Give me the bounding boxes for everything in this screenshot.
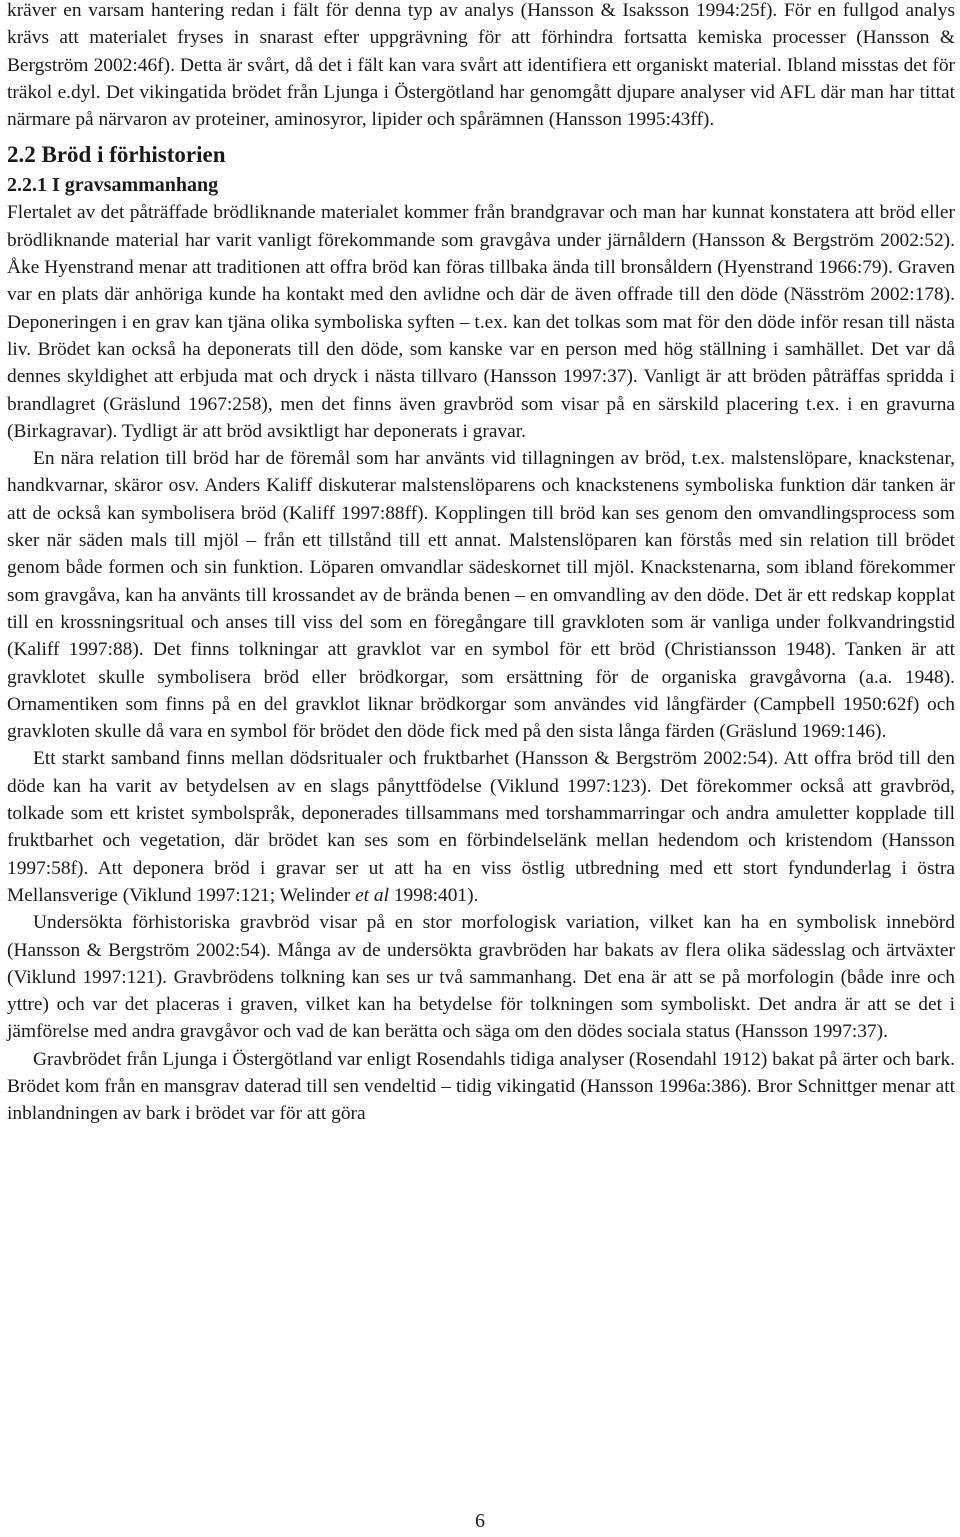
paragraph-fertility-end: 1998:401). xyxy=(393,884,479,906)
section-heading: 2.2 Bröd i förhistorien xyxy=(7,142,226,168)
paragraph-fertility-text: Ett starkt samband finns mellan dödsritualer och fruktbarhet (Hansson & Bergström 2002:54). Att offra bröd till den döde kan ha varit av betydelsen av en slags pånyttfödelse (Viklund 1997:123). Det förekommer också att gravbröd, tolkade som ett kristet symbolspråk, deponerades tillsammans med torshammarringar och andra amuletter kopplade till fruktbarhet och vegetation, där brödet kan ses som en förbindelselänk mellan hedendom och kristendom (Hansson 1997:58f). Att deponera bröd i gravar ser ut att ha en viss östlig utbredning med ett stort fyndunderlag i östra Mellansverige (Viklund 1997:121; Welinder xyxy=(7,748,955,906)
paragraph-ljunga: Gravbrödet från Ljunga i Östergötland var enligt Rosendahls tidiga analyser (Rosendahl 1912) bakat på ärter och bark. Brödet kom från en mansgrav daterad till sen vendeltid – tidig vikingatid (Hansson 1996a:386). Bror Schnittger menar att inblandningen av bark i brödet var för att göra xyxy=(7,1048,955,1125)
paragraph-intro: kräver en varsam hantering redan i fält för denna typ av analys (Hansson & Isaksson 1994:25f). För en fullgod analys krävs att materialet fryses in snarast efter uppgrävning för att förhindra fortsatta kemiska processer (Hansson & Bergström 2002:46f). Detta är svårt, då det i fält kan vara svårt att identifiera ett organiskt material. Ibland misstas det för träkol e.dyl. Det vikingatida brödet från Ljunga i Östergötland har genomgått djupare analyser vid AFL där man har tittat närmare på närvaron av proteiner, aminosyror, lipider och spårämnen (Hansson 1995:43ff). xyxy=(7,0,955,131)
document-page xyxy=(7,0,955,1128)
page-number: 6 xyxy=(475,1510,485,1532)
subsection-heading: 2.2.1 I gravsammanhang xyxy=(7,174,219,197)
paragraph-morphology: Undersökta förhistoriska gravbröd visar på en stor morfologisk variation, vilket kan ha en symbolisk innebörd (Hansson & Bergström 2002:54). Många av de undersökta gravbröden har bakats av flera olika sädesslag och ärtväxter (Viklund 1997:121). Gravbrödens tolkning kan ses ur två sammanhang. Det ena är att se på morfologin (både inre och yttre) och var det placeras i graven, vilket kan ha betydelse för tolkningen som symboliskt. Det andra är att se det i jämförelse med andra gravgåvor och vad de kan berätta och säga om den dödes sociala status (Hansson 1997:37). xyxy=(7,912,955,1043)
paragraph-grinding-stones: En nära relation till bröd har de föremål som har använts vid tillagningen av bröd, t.ex. malstenslöpare, knackstenar, handkvarnar, skäror osv. Anders Kaliff diskuterar malstenslöparens och knackstenens symboliska funktion där tanken är att de också kan symbolisera bröd (Kaliff 1997:88ff). Kopplingen till bröd kan ses genom den omvandlingsprocess som sker när säden mals till mjöl – från ett tillstånd till ett annat. Malstenslöparen kan förstås med sin relation till brödet genom både formen och sin funktion. Löparen omvandlar sädeskornet till mjöl. Knackstenarna, som ibland förekommer som gravgåva, kan ha använts till krossandet av de brända benen – en omvandling av den döde. Det är ett redskap kopplat till en krossningsritual och anses till viss del som en föregångare till gravkloten som är vanliga under folkvandringstid (Kaliff 1997:88). Det finns tolkningar att gravklot var en symbol för ett bröd (Christiansson 1948). Tanken är att gravklotet skulle symbolisera bröd eller brödkorgar, som ersättning för de organiska gravgåvorna (a.a. 1948). Ornamentiken som finns på en del gravklot liknar brödkorgar som användes vid långfärder (Campbell 1950:62f) och gravkloten skulle då vara en symbol för brödet den döde fick med på den sista långa färden (Gräslund 1969:146). xyxy=(7,448,955,743)
paragraph-fertility xyxy=(7,745,955,909)
et-al-italic: et al xyxy=(355,884,389,906)
paragraph-grave-offerings: Flertalet av det påträffade brödliknande materialet kommer från brandgravar och man har kunnat konstatera att bröd eller brödliknande material har varit vanligt förekommande som gravgåva under järnåldern (Hansson & Bergström 2002:52). Åke Hyenstrand menar att traditionen att offra bröd kan föras tillbaka ända till bronsåldern (Hyenstrand 1966:79). Graven var en plats där anhöriga kunde ha kontakt med den avlidne och där de även offrade till den döde (Näsström 2002:178). Deponeringen i en grav kan tjäna olika symboliska syften – t.ex. kan det tolkas som mat för den döde inför resan till nästa liv. Brödet kan också ha deponerats till den döde, som kanske var en person med hög ställning i samhället. Det var då dennes skyldighet att erbjuda mat och dryck i nästa tillvaro (Hansson 1997:37). Vanligt är att bröden påträffas spridda i brandlagret (Gräslund 1967:258), men det finns även gravbröd som visar på en särskild placering t.ex. i en gravurna (Birkagravar). Tydligt är att bröd avsiktligt har deponerats i gravar. xyxy=(7,202,955,442)
